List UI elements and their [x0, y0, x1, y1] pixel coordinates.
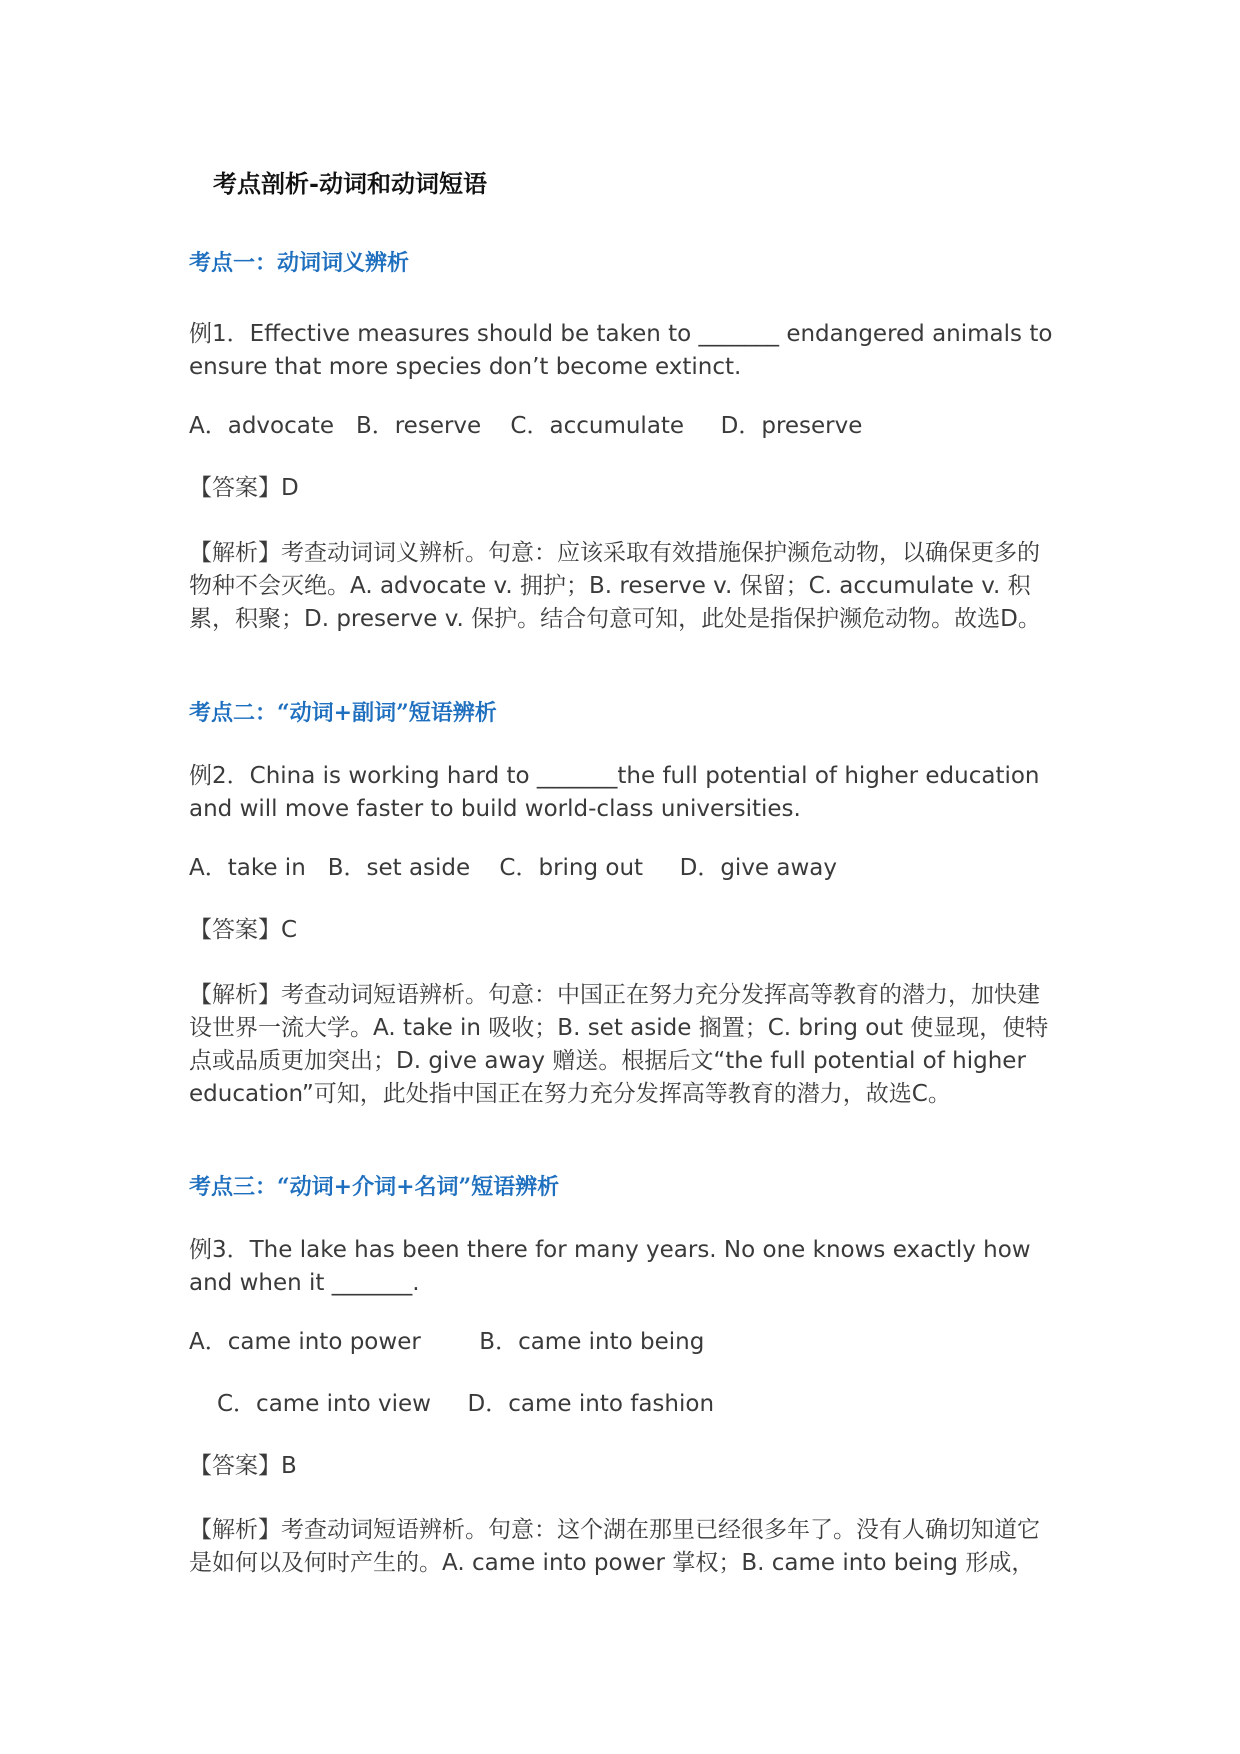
options-2: A．take in B．set aside C．bring out D．give away — [189, 855, 838, 881]
section-heading-2: 考点二：“动词+副词”短语辨析 — [189, 700, 497, 726]
answer-3: 【答案】B — [189, 1453, 297, 1479]
analysis-1: 【解析】考查动词词义辨析。句意：应该采取有效措施保护濒危动物，以确保更多的物种不会灭绝。A. advocate v. 拥护；B. reserve v. 保留；C. accumulate v. 积累，积聚；D. preserve v. 保护。结合句意可知，此处是指保护濒危动物。故选D。 — [189, 540, 1041, 632]
answer-2: 【答案】C — [189, 917, 298, 943]
analysis-2: 【解析】考查动词短语辨析。句意：中国正在努力充分发挥高等教育的潜力，加快建设世界一流大学。A. take in 吸收；B. set aside 搁置；C. bring out 使显现，使特点或品质更加突出；D. give away 赠送。根据后文“the full potential of higher education”可知，此处指中国正在努力充分发挥高等教育的潜力，故选C。 — [189, 982, 1049, 1107]
analysis-3: 【解析】考查动词短语辨析。句意：这个湖在那里已经很多年了。没有人确切知道它是如何以及何时产生的。A. came into power 掌权；B. came into being 形成， — [189, 1517, 1040, 1576]
section-heading-1: 考点一：动词词义辨析 — [189, 250, 410, 276]
question-1: 例1．Effective measures should be taken to _______ endangered animals to ensure that more species don’t become extinct. — [189, 321, 1053, 380]
answer-1: 【答案】D — [189, 475, 299, 501]
question-2: 例2．China is working hard to _______the full potential of higher education and will move faster to build world-class universities. — [189, 763, 1040, 822]
section-heading-3: 考点三：“动词+介词+名词”短语辨析 — [189, 1174, 560, 1200]
question-3: 例3．The lake has been there for many years. No one knows exactly how and when it _______. — [189, 1237, 1031, 1296]
options-3-line1: A．came into power B．came into being — [189, 1329, 705, 1355]
options-1: A．advocate B．reserve C．accumulate D．preserve — [189, 413, 863, 439]
options-3-line2: C．came into view D．came into fashion — [217, 1391, 715, 1417]
page-title: 考点剖析-动词和动词短语 — [213, 169, 487, 198]
